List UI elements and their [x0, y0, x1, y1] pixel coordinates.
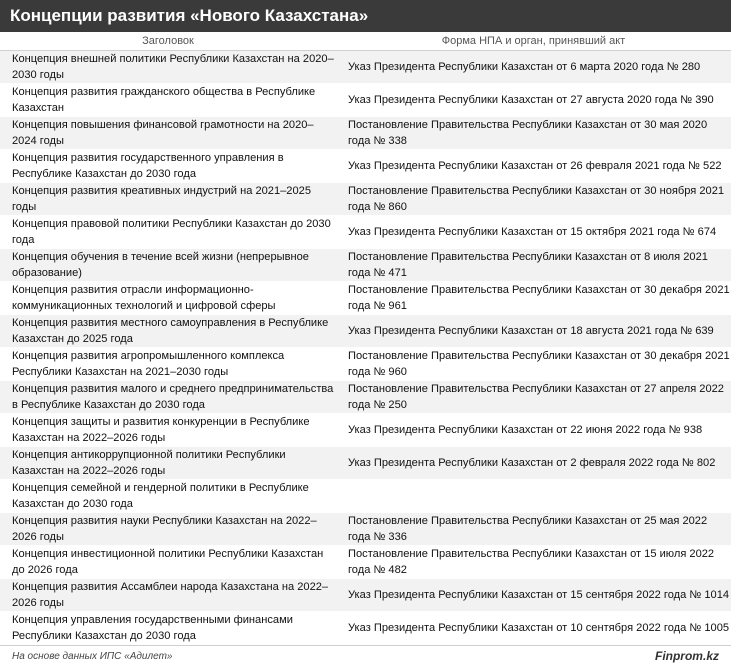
table-row	[0, 513, 731, 546]
table-row	[0, 150, 731, 183]
page-title: Концепции развития «Нового Казахстана»	[0, 0, 731, 32]
table-row	[0, 84, 731, 117]
concept-title-cell: Концепция внешней политики Республики Казахстан на 2020–2030 годы	[0, 51, 336, 84]
legal-act-cell: Указ Президента Республики Казахстан от 6 марта 2020 года № 280	[336, 51, 731, 84]
concept-title-cell: Концепция повышения финансовой грамотности на 2020–2024 годы	[0, 117, 336, 150]
footer	[0, 645, 731, 666]
table-row	[0, 117, 731, 150]
concept-title-cell: Концепция развития государственного управления в Республике Казахстан до 2030 года	[0, 150, 336, 183]
concept-title-cell: Концепция антикоррупционной политики Республики Казахстан на 2022–2026 годы	[0, 447, 336, 480]
legal-act-cell	[336, 480, 731, 513]
legal-act-cell: Указ Президента Республики Казахстан от 27 августа 2020 года № 390	[336, 84, 731, 117]
table-row	[0, 414, 731, 447]
concept-title-cell: Концепция инвестиционной политики Республики Казахстан до 2026 года	[0, 546, 336, 579]
table-row	[0, 579, 731, 612]
legal-act-cell: Постановление Правительства Республики Казахстан от 30 мая 2020 года № 338	[336, 117, 731, 150]
table-row	[0, 480, 731, 513]
concept-title-cell: Концепция развития гражданского общества в Республике Казахстан	[0, 84, 336, 117]
column-header-title: Заголовок	[142, 35, 194, 47]
concept-title-cell: Концепция развития отрасли информационно-коммуникационных технологий и цифровой сферы	[0, 282, 336, 315]
concept-title-cell: Концепция развития креативных индустрий на 2021–2025 годы	[0, 183, 336, 216]
concept-title-cell: Концепция управления государственными финансами Республики Казахстан до 2030 года	[0, 612, 336, 645]
table-row	[0, 447, 731, 480]
legal-act-cell: Указ Президента Республики Казахстан от 10 сентября 2022 года № 1005	[336, 612, 731, 645]
concept-title-cell: Концепция защиты и развития конкуренции в Республике Казахстан на 2022–2026 годы	[0, 414, 336, 447]
table-row	[0, 612, 731, 645]
table-row	[0, 183, 731, 216]
concept-title-cell: Концепция развития науки Республики Казахстан на 2022–2026 годы	[0, 513, 336, 546]
concept-title-cell: Концепция развития местного самоуправления в Республике Казахстан до 2025 года	[0, 315, 336, 348]
table-row	[0, 51, 731, 84]
concept-title-cell: Концепция развития Ассамблеи народа Казахстана на 2022–2026 годы	[0, 579, 336, 612]
legal-act-cell: Указ Президента Республики Казахстан от 2 февраля 2022 года № 802	[336, 447, 731, 480]
legal-act-cell: Указ Президента Республики Казахстан от 22 июня 2022 года № 938	[336, 414, 731, 447]
table-row	[0, 546, 731, 579]
source-note: На основе данных ИПС «Адилет»	[12, 650, 173, 662]
legal-act-cell: Указ Президента Республики Казахстан от 15 сентября 2022 года № 1014	[336, 579, 731, 612]
legal-act-cell: Постановление Правительства Республики Казахстан от 30 декабря 2021 года № 961	[336, 282, 731, 315]
concept-title-cell: Концепция развития малого и среднего предпринимательства в Республике Казахстан до 2030 года	[0, 381, 336, 414]
table-header	[0, 32, 731, 51]
table-row	[0, 381, 731, 414]
concepts-table	[0, 51, 731, 645]
brand-logo: Finprom.kz	[654, 649, 719, 663]
legal-act-cell: Постановление Правительства Республики Казахстан от 15 июля 2022 года № 482	[336, 546, 731, 579]
table-row	[0, 348, 731, 381]
concept-title-cell: Концепция развития агропромышленного комплекса Республики Казахстан на 2021–2030 годы	[0, 348, 336, 381]
table-row	[0, 315, 731, 348]
table-row	[0, 216, 731, 249]
legal-act-cell: Постановление Правительства Республики Казахстан от 8 июля 2021 года № 471	[336, 249, 731, 282]
concept-title-cell: Концепция обучения в течение всей жизни (непрерывное образование)	[0, 249, 336, 282]
legal-act-cell: Постановление Правительства Республики Казахстан от 30 декабря 2021 года № 960	[336, 348, 731, 381]
legal-act-cell: Постановление Правительства Республики Казахстан от 27 апреля 2022 года № 250	[336, 381, 731, 414]
legal-act-cell: Постановление Правительства Республики Казахстан от 25 мая 2022 года № 336	[336, 513, 731, 546]
table-row	[0, 249, 731, 282]
concept-title-cell: Концепция семейной и гендерной политики в Республике Казахстан до 2030 года	[0, 480, 336, 513]
legal-act-cell: Указ Президента Республики Казахстан от 26 февраля 2021 года № 522	[336, 150, 731, 183]
column-header-act: Форма НПА и орган, принявший акт	[441, 35, 626, 47]
legal-act-cell: Указ Президента Республики Казахстан от 18 августа 2021 года № 639	[336, 315, 731, 348]
table-row	[0, 282, 731, 315]
concept-title-cell: Концепция правовой политики Республики Казахстан до 2030 года	[0, 216, 336, 249]
legal-act-cell: Постановление Правительства Республики Казахстан от 30 ноября 2021 года № 860	[336, 183, 731, 216]
legal-act-cell: Указ Президента Республики Казахстан от 15 октября 2021 года № 674	[336, 216, 731, 249]
